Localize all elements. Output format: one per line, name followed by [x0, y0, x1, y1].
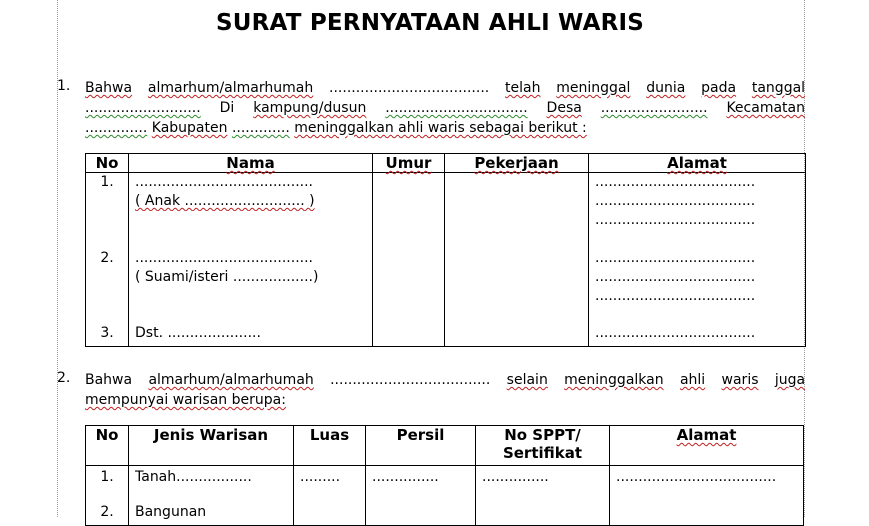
section2-line-1: Bahwa almarhum/almarhumah .................................... selain meninggalkan ahli waris juga	[85, 372, 806, 388]
inheritance-table	[85, 425, 804, 526]
table-row	[86, 173, 806, 347]
ages-cell	[373, 173, 445, 347]
table-row: 1. 2. Tanah................. Bangunan ......... ............... ............... ....................................	[86, 466, 804, 526]
heirs-table-header	[86, 154, 806, 173]
section1-line-1: Bahwa almarhum/almarhumah .................................... telah meninggal dunia pada tanggal	[85, 80, 806, 96]
section1-paragraph	[85, 78, 805, 138]
section1-number: 1.	[57, 78, 71, 94]
col-header-jenis-warisan: Jenis Warisan	[129, 426, 294, 466]
heirs-table	[85, 153, 806, 347]
section2-paragraph	[85, 370, 805, 410]
names-cell: ........................................ ( Anak ........................... ) ........................................ ( Suami/isteri ..................) Dst. .....................	[129, 173, 373, 347]
col-header-sppt: No SPPT/ Sertifikat	[476, 426, 610, 466]
col-header-luas: Luas	[294, 426, 366, 466]
col-header-persil: Persil	[366, 426, 476, 466]
section1-line-3: .............. Kabupaten ............. meninggalkan ahli waris sebagai berikut :	[85, 120, 587, 136]
col-header-pekerjaan: Pekerjaan	[445, 154, 589, 173]
col-header-no: No	[86, 426, 129, 466]
col-header-nama: Nama	[129, 154, 373, 173]
jobs-cell	[445, 173, 589, 347]
col-header-umur: Umur	[373, 154, 445, 173]
section2-number: 2.	[57, 370, 71, 386]
section1-line-2: .......................... Di kampung/dusun ................................ Desa ........................ Kecamatan	[85, 100, 805, 116]
document-title: SURAT PERNYATAAN AHLI WARIS	[215, 10, 645, 36]
col-header-alamat: Alamat	[610, 426, 804, 466]
row-numbers: 1. 2. 3.	[86, 173, 129, 347]
section2-line-2: mempunyai warisan berupa:	[85, 392, 286, 408]
addresses-cell: .................................... .................................... .................................... .................................... .................................... .................................... ....................................	[589, 173, 806, 347]
inheritance-table-header	[86, 426, 804, 466]
col-header-alamat: Alamat	[589, 154, 806, 173]
col-header-no: No	[86, 154, 129, 173]
